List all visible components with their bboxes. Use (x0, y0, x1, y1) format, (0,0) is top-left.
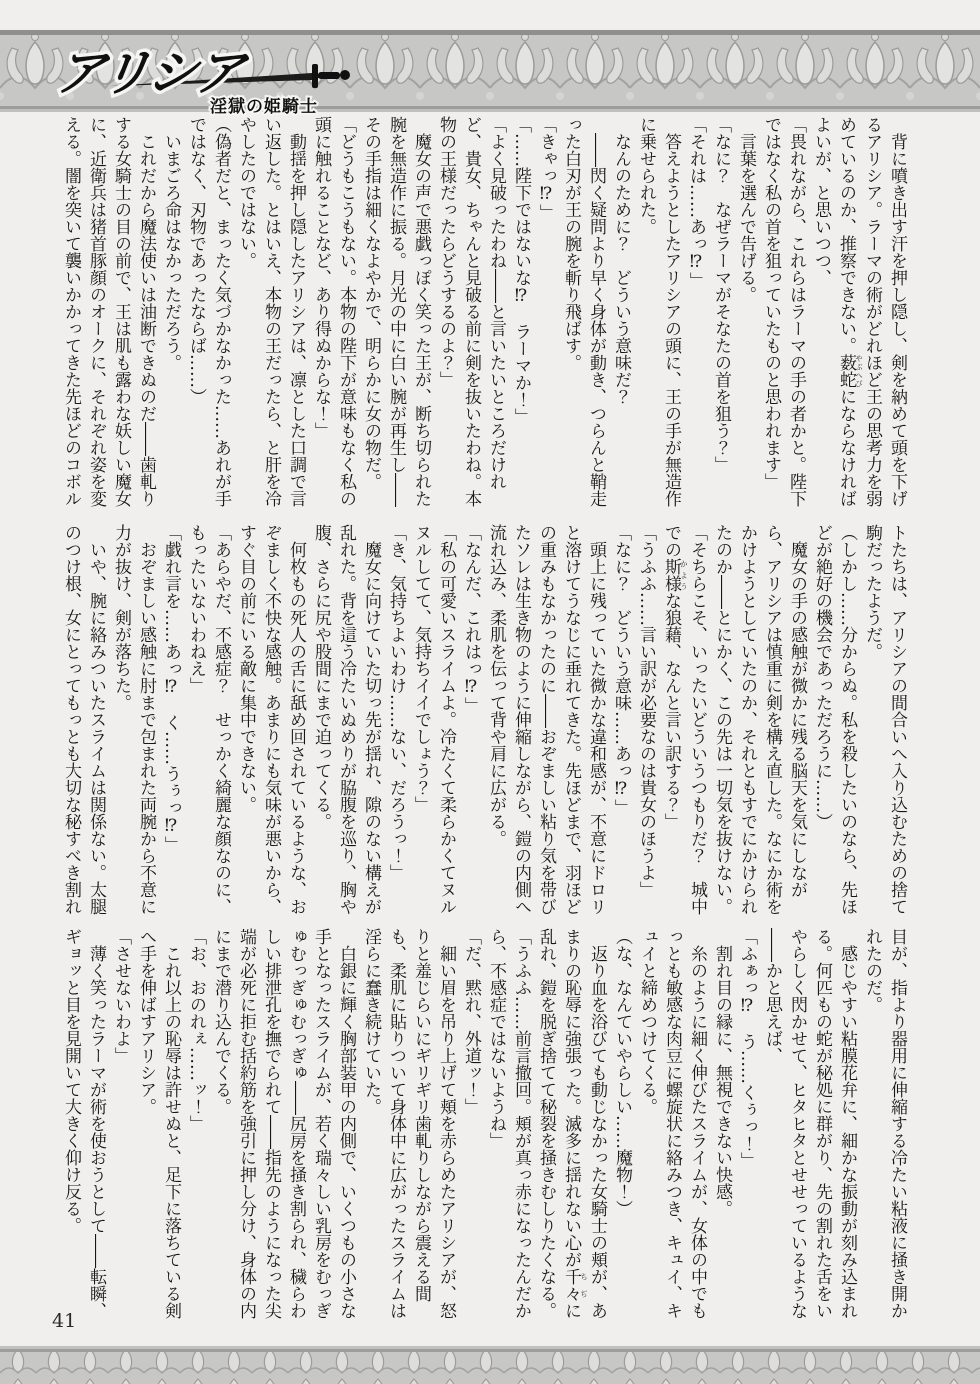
paragraph: 「きゃっ⁉」 (536, 116, 556, 221)
paragraph: いまごろ命はなかっただろう。 (161, 116, 181, 371)
paragraph: ――閃く疑問より早く身体が動き、つらんと鞘走った白刃が王の腕を斬り飛ばす。 (561, 116, 606, 507)
paragraph: なんのために？ どういう意味だ？ (611, 116, 631, 405)
paragraph: 「お、おのれぇ……ッ！」 (186, 928, 206, 1132)
paragraph: これ以上の恥辱は許せぬと、足下に落ちている剣へ手を伸ばすアリシア。 (136, 928, 181, 1319)
paragraph: 「畏れながら、これらはラーマの手の者かと。陛下ではなく私の首を狙っていたものと思われます」 (761, 116, 806, 507)
paragraph: 答えようとしたアリシアの頭に、王の手が無造作に乗せられた。 (636, 116, 681, 507)
paragraph: おぞましい感触に肘まで包まれた両腕から不意に力が抜け、剣が落ちた。 (111, 524, 156, 915)
paragraph: 「なに？ なぜラーマがそなたの首を狙う？」 (711, 116, 731, 473)
paragraph: 動揺を押し隠したアリシアは、凛とした口調で言い返した。とはいえ、本物の王だったら、と肝を冷やしたのではない。 (236, 116, 306, 507)
paragraph: 「だ、黙れ、外道ッ！」 (461, 928, 481, 1115)
text-block-middle (55, 524, 909, 918)
series-logo (40, 26, 380, 122)
paragraph: 「……陛下ではないな⁉ ラーマか！」 (511, 116, 531, 425)
paragraph: 「うふふ……前言撤回。頬が真っ赤になったんだから、不感症ではないようね」 (486, 928, 531, 1319)
logo-title: アリシア (51, 43, 246, 102)
paragraph: トたちは、アリシアの間合いへ入り込むための捨て駒だったようだ。 (862, 524, 907, 915)
paragraph: 「あらやだ、不感症？ せっかく綺麗な顔なのに、もったいないわねえ」 (186, 524, 231, 915)
paragraph: 何枚もの死人の舌に舐め回されているような、おぞましく不快な感触。あまりにも気味が悪いから、すぐ目の前にいる敵に集中できない。 (236, 524, 306, 915)
paragraph: 「なんだ、これはっ⁉」 (461, 524, 481, 714)
paragraph: 糸のように細く伸びたスライムが、女体の中でもっとも敏感な肉豆に螺旋状に絡みつき、キュイ、キュイと締めつけてくる。 (637, 928, 707, 1319)
paragraph: 頭上に残っていた微かな違和感が、不意にドロリと溶けてうなじに垂れてきた。先ほどまで、羽ほどの重みもなかったのに――おぞましい粘り気を帯びたソレは生き物のように伸縮しながら、鎧の内側へ流れ込み、柔肌を伝って背や肩に広がる。 (486, 524, 606, 915)
text-block-top (55, 116, 909, 516)
paragraph: 「うふふ……言い訳が必要なのは貴女のほうよ」 (636, 524, 656, 898)
paragraph: 魔女の声で悪戯っぽく笑った王が、断ち切られた腕を無造作に振る。月光の中に白い腕が再生し――その手指は細くなよやかで、明らかに女の物だ。 (361, 116, 431, 507)
logo-subtitle: 淫獄の姫騎士 (210, 97, 318, 117)
paragraph: 「そちらこそ、いったいどういうつもりだ？ 城中での斯様かような狼藉、なんと言い訳する？」 (661, 524, 707, 915)
paragraph: 言葉を選んで告げる。 (736, 116, 756, 303)
paragraph: 魔女の手の感触が微かに残る脳天を気にしながら、アリシアは慎重に剣を構え直した。なにか術をかけようとしていたのか、それともすでにかけられたのか――とにかく、この先は一切気を抜けない。 (712, 524, 807, 915)
paragraph: 背に噴き出す汗を押し隠し、剣を納めて頭を下げるアリシア。ラーマの術がどれほど王の思考力を弱めているのか、推察できない。薮蛇やぶへびにならなければよいが、と思いつつ、 (811, 116, 907, 507)
text-block-bottom (55, 928, 909, 1334)
paragraph: （な、なんていやらしい……魔物！） (612, 928, 632, 1217)
paragraph: いや、腕に絡みついたスライムは関係ない。太腿のつけ根、女にとってもっとも大切な秘すべき割れ (61, 524, 106, 915)
paragraph: 感じやすい粘膜花弁に、細かな振動が刻み込まれる。何匹もの蛇が秘処に群がり、先の割れた舌をいやらしく閃かせて、ヒタヒタとせせっているような――かと思えば、 (762, 928, 857, 1319)
paragraph: 「き、気持ちよいわけ……ない、だろうっ！」 (386, 524, 406, 881)
paragraph: 薄く笑ったラーマが術を使おうとして――転瞬、ギョッと目を見開いて大きく仰け反る。 (61, 928, 106, 1319)
paragraph: これだから魔法使いは油断できぬのだ――歯軋りする女騎士の目の前で、王は肌も露わな妖しい魔女に、近衛兵は猪首豚顔のオークに、それぞれ姿を変える。闇を突いて襲いかかってきた先ほどのコボル (61, 116, 156, 507)
paragraph: （偽者だと、まったく気づかなかった……あれが手ではなく、刃物であったならば……） (186, 116, 231, 507)
paragraph: 魔女に向けていた切っ先が揺れ、隙のない構えが乱れた。背を這う冷たいぬめりが脇腹を巡り、胸や腹、さらに尻や股間にまで迫ってくる。 (311, 524, 381, 915)
paragraph: 「させないわよ」 (111, 928, 131, 1064)
paragraph: 細い眉を吊り上げて頬を赤らめたアリシアが、怒りと羞じらいにギリギリ歯軋りしながら震える間も、柔肌に貼りついて身体中に広がったスライムは淫らに蠢き続けていた。 (361, 928, 456, 1319)
paragraph: 「どうもこうもない。本物の陛下が意味もなく私の頭に触れることなど、あり得ぬからな！」 (311, 116, 356, 507)
paragraph: 「戯れ言を……あっ⁉ く……うぅっ⁉」 (161, 524, 181, 853)
paragraph: 白銀に輝く胸部装甲の内側で、いくつもの小さな手となったスライムが、若く瑞々しい乳房をむっぎゅむっぎゅむっぎゅ――尻房を掻き割られ、穢らわしい排泄孔を撫でられて――指先のようになった尖端が必死に拒む括約筋を強引に押し分け、身体の内にまで潜り込んでくる。 (211, 928, 356, 1319)
paragraph: 「それは……あっ⁉」 (686, 116, 706, 289)
paragraph: 目が、指より器用に伸縮する冷たい粘液に掻き開かれたのだ。 (862, 928, 907, 1319)
paragraph: 「なに？ どういう意味……あっ⁉」 (611, 524, 631, 816)
bottom-border-ornament (0, 1346, 980, 1384)
paragraph: 「よく見破ったわね――と言いたいところだけれど、貴女、ちゃんと見破る前に剣を抜いたわね。本物の王様だったらどうするのよ？」 (436, 116, 506, 507)
paragraph: （しかし……分からぬ。私を殺したいのなら、先ほどが絶好の機会であっただろうに……） (812, 524, 857, 915)
paragraph: 「ふぁっ⁉ う……くぅっ！」 (737, 928, 757, 1169)
page-number: 41 (52, 1310, 77, 1332)
paragraph: 「私の可愛いスライムよ。冷たくて柔らかくてヌルヌルしてて、気持ちイイでしょう？」 (411, 524, 456, 915)
paragraph: 返り血を浴びても動じなかった女騎士の頬が、あまりの恥辱に強張った。滅多に揺れない心が千々ちぢに乱れ、鎧を脱ぎ捨てて秘裂を掻きむしりたくなる。 (536, 928, 607, 1319)
paragraph: 割れ目の縁に、無視できない快感。 (712, 928, 732, 1217)
